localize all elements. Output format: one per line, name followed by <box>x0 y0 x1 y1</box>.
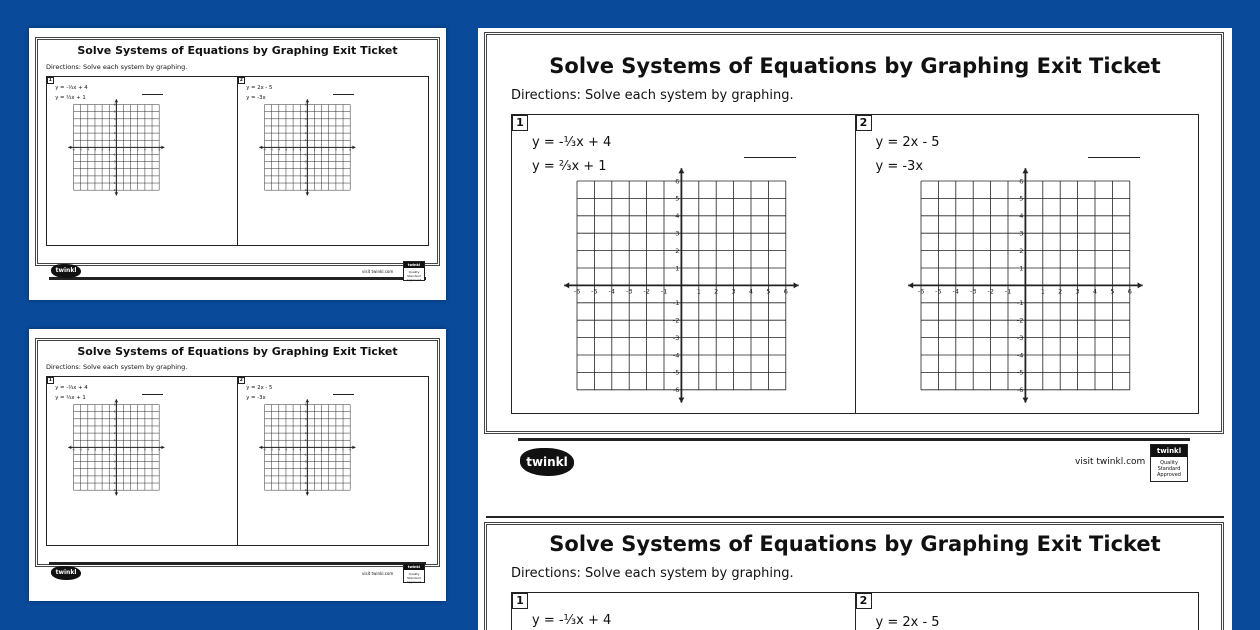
problem-2 <box>855 115 1199 413</box>
equation-2: y = ⅔x + 1 <box>55 395 86 402</box>
y-tick-label: -4 <box>672 351 680 360</box>
x-tick-label: -5 <box>934 287 942 296</box>
x-tick-label: -2 <box>100 448 104 452</box>
x-tick-label: -1 <box>1004 287 1011 296</box>
y-tick-label: -3 <box>112 467 116 471</box>
y-axis-arrow-down <box>678 398 684 403</box>
y-tick-label: 1 <box>1018 264 1023 273</box>
x-tick-label: 2 <box>129 148 132 152</box>
problem-number: 1 <box>48 378 52 383</box>
x-tick-label: 5 <box>342 148 344 152</box>
x-tick-label: -5 <box>79 448 83 452</box>
y-tick-label: -2 <box>303 160 307 164</box>
x-tick-label: -3 <box>93 448 97 452</box>
x-tick-label: -1 <box>107 448 111 452</box>
x-axis-arrow-right <box>352 145 355 149</box>
problem-panels <box>46 76 429 246</box>
y-tick-label: 5 <box>304 410 307 414</box>
y-tick-label: -3 <box>1016 333 1023 342</box>
y-axis-arrow-down <box>115 192 119 195</box>
answer-blank[interactable] <box>142 394 163 395</box>
coordinate-grid[interactable] <box>258 398 357 497</box>
badge-subtitle: Quality Standard Approved <box>406 572 422 584</box>
y-tick-label: -5 <box>672 368 680 377</box>
badge-subtitle: Quality Standard Approved <box>1157 460 1181 478</box>
sheet-directions: Directions: Solve each system by graphing. <box>46 363 188 371</box>
sheet-title: Solve Systems of Equations by Graphing Exit Ticket <box>77 44 398 57</box>
y-tick-label: 6 <box>304 102 307 106</box>
coordinate-grid[interactable] <box>905 165 1146 406</box>
x-tick-label: -2 <box>291 448 295 452</box>
y-tick-label: -2 <box>112 460 116 464</box>
x-tick-label: 6 <box>1127 287 1132 296</box>
x-tick-label: -6 <box>917 287 924 296</box>
y-tick-label: 2 <box>113 131 116 135</box>
x-tick-label: 5 <box>151 148 153 152</box>
x-tick-label: 5 <box>151 448 153 452</box>
twinkl-logo: twinkl <box>51 566 81 580</box>
x-tick-label: 3 <box>136 448 139 452</box>
x-tick-label: 4 <box>335 148 337 152</box>
x-tick-label: 5 <box>342 448 344 452</box>
y-tick-label: 4 <box>1018 212 1023 221</box>
y-tick-label: -5 <box>303 481 307 485</box>
y-axis-arrow-up <box>115 99 119 102</box>
y-tick-label: -1 <box>303 452 307 456</box>
problem-panels <box>511 114 1199 414</box>
y-tick-label: -5 <box>303 181 307 185</box>
x-tick-label: 3 <box>327 448 330 452</box>
x-tick-label: -4 <box>277 448 281 452</box>
y-tick-label: 6 <box>113 102 116 106</box>
visit-link[interactable]: visit twinkl.com <box>1075 457 1146 467</box>
badge-title: twinkl <box>404 564 424 570</box>
thumbnail-sheet-bottom <box>29 329 446 601</box>
answer-blank[interactable] <box>1088 157 1140 158</box>
x-tick-label: 6 <box>349 448 352 452</box>
answer-blank[interactable] <box>142 94 163 95</box>
y-tick-label: 3 <box>1018 229 1023 238</box>
y-tick-label: 3 <box>113 124 116 128</box>
problem-number: 2 <box>856 115 872 131</box>
problem-number: 1 <box>48 78 52 83</box>
sheet-title: Solve Systems of Equations by Graphing Exit Ticket <box>77 345 398 358</box>
y-tick-label: 1 <box>113 138 116 142</box>
x-axis-arrow-right <box>794 282 799 288</box>
x-tick-label: -1 <box>298 448 302 452</box>
x-tick-label: 4 <box>144 448 146 452</box>
x-tick-label: -6 <box>263 148 266 152</box>
next-problem-panels <box>511 592 1199 630</box>
next-sheet-directions: Directions: Solve each system by graphing. <box>511 566 794 581</box>
thumbnail-sheet-top <box>29 28 446 300</box>
quality-badge <box>403 261 425 281</box>
x-axis-arrow-left <box>68 445 71 449</box>
x-tick-label: -2 <box>100 148 104 152</box>
quality-badge <box>403 563 425 583</box>
y-tick-label: 1 <box>304 138 307 142</box>
equation-1: y = 2x - 5 <box>875 135 940 150</box>
visit-link[interactable]: visit twinkl.com <box>362 571 394 576</box>
x-tick-label: -2 <box>291 148 295 152</box>
badge-subtitle: Quality Standard Approved <box>406 270 422 282</box>
coordinate-grid[interactable] <box>67 98 166 197</box>
x-tick-label: -3 <box>969 287 976 296</box>
y-tick-label: 4 <box>113 417 116 421</box>
answer-blank[interactable] <box>744 157 796 158</box>
y-tick-label: 1 <box>113 438 116 442</box>
y-tick-label: -3 <box>303 467 307 471</box>
sheet-directions: Directions: Solve each system by graphing. <box>46 63 188 71</box>
y-tick-label: -2 <box>672 316 680 325</box>
problem-2 <box>237 77 428 245</box>
x-tick-label: -3 <box>93 148 97 152</box>
y-tick-label: -4 <box>112 174 116 178</box>
y-axis-arrow-up <box>678 168 684 173</box>
y-tick-label: -3 <box>303 167 307 171</box>
y-tick-label: 1 <box>675 264 680 273</box>
problem-number: 2 <box>856 593 872 609</box>
y-tick-label: -1 <box>1016 299 1023 308</box>
x-axis-arrow-right <box>1137 282 1142 288</box>
y-tick-label: 2 <box>304 131 307 135</box>
x-tick-label: 5 <box>1109 287 1114 296</box>
x-axis-arrow-left <box>68 145 71 149</box>
next-problem-1 <box>512 593 855 630</box>
equation-1: y = 2x - 5 <box>875 615 940 630</box>
twinkl-logo: twinkl <box>51 264 81 278</box>
x-tick-label: 1 <box>122 448 125 452</box>
x-tick-label: -2 <box>643 287 650 296</box>
problem-number: 1 <box>512 593 528 609</box>
x-tick-label: -4 <box>277 148 281 152</box>
y-tick-label: 4 <box>675 212 680 221</box>
x-tick-label: 2 <box>129 448 132 452</box>
x-tick-label: 2 <box>320 148 323 152</box>
problem-1 <box>47 77 237 245</box>
y-axis-arrow-down <box>306 492 310 495</box>
y-tick-label: -6 <box>303 488 307 492</box>
y-axis-arrow-up <box>1022 168 1028 173</box>
y-tick-label: 6 <box>675 177 680 186</box>
x-axis-arrow-left <box>259 145 262 149</box>
y-axis-arrow-up <box>306 399 310 402</box>
y-tick-label: 2 <box>675 246 680 255</box>
x-tick-label: 1 <box>1040 287 1045 296</box>
equation-1: y = 2x - 5 <box>246 385 273 392</box>
y-tick-label: 3 <box>304 424 307 428</box>
problem-1 <box>47 377 237 545</box>
x-axis-arrow-right <box>352 445 355 449</box>
y-tick-label: 6 <box>1018 177 1023 186</box>
x-tick-label: 2 <box>714 287 719 296</box>
x-tick-label: 4 <box>1092 287 1097 296</box>
equation-2: y = ⅔x + 1 <box>532 159 607 174</box>
x-tick-label: 5 <box>766 287 771 296</box>
x-tick-label: -6 <box>263 448 266 452</box>
x-tick-label: -4 <box>86 148 90 152</box>
y-axis-arrow-up <box>306 99 310 102</box>
equation-2: y = ⅔x + 1 <box>55 95 86 102</box>
problem-panels <box>46 376 429 546</box>
y-tick-label: 5 <box>113 410 116 414</box>
x-tick-label: 6 <box>158 448 161 452</box>
x-tick-label: -3 <box>284 448 288 452</box>
problem-1 <box>512 115 855 413</box>
y-tick-label: 2 <box>304 431 307 435</box>
y-tick-label: -3 <box>112 167 116 171</box>
x-tick-label: -3 <box>284 148 288 152</box>
y-tick-label: 5 <box>304 110 307 114</box>
main-sheet <box>478 28 1232 630</box>
x-tick-label: -1 <box>298 148 302 152</box>
x-axis-arrow-left <box>908 282 913 288</box>
y-axis-arrow-up <box>115 399 119 402</box>
answer-blank[interactable] <box>333 94 354 95</box>
y-tick-label: 4 <box>304 117 307 121</box>
x-axis-arrow-right <box>161 445 164 449</box>
footer-rule <box>518 438 1190 441</box>
y-tick-label: -3 <box>672 333 680 342</box>
x-tick-label: 3 <box>327 148 330 152</box>
x-tick-label: -3 <box>625 287 633 296</box>
y-axis-arrow-down <box>1022 398 1028 403</box>
equation-1: y = -⅓x + 4 <box>532 613 612 628</box>
x-tick-label: 6 <box>158 148 161 152</box>
y-tick-label: -6 <box>672 386 680 395</box>
y-tick-label: -1 <box>112 452 116 456</box>
y-tick-label: -4 <box>303 174 307 178</box>
x-tick-label: -5 <box>270 148 274 152</box>
y-tick-label: 5 <box>113 110 116 114</box>
x-tick-label: -6 <box>573 287 581 296</box>
x-axis-arrow-left <box>564 282 569 288</box>
y-tick-label: 2 <box>1018 246 1023 255</box>
x-tick-label: 2 <box>1057 287 1062 296</box>
x-axis-arrow-right <box>161 145 164 149</box>
x-tick-label: 1 <box>313 448 316 452</box>
x-tick-label: 1 <box>696 287 701 296</box>
x-tick-label: 6 <box>783 287 788 296</box>
x-tick-label: -5 <box>79 148 83 152</box>
x-tick-label: -4 <box>952 287 959 296</box>
visit-link[interactable]: visit twinkl.com <box>362 269 394 274</box>
y-tick-label: 4 <box>113 117 116 121</box>
x-tick-label: -6 <box>72 448 75 452</box>
x-tick-label: 4 <box>144 148 146 152</box>
y-tick-label: -6 <box>112 488 116 492</box>
y-tick-label: 6 <box>304 402 307 406</box>
sheet-directions: Directions: Solve each system by graphing. <box>511 88 794 103</box>
y-tick-label: -1 <box>303 152 307 156</box>
y-tick-label: -1 <box>112 152 116 156</box>
y-tick-label: 3 <box>675 229 680 238</box>
twinkl-logo: twinkl <box>520 448 574 476</box>
equation-2: y = -3x <box>875 159 924 174</box>
y-tick-label: 5 <box>1018 194 1023 203</box>
x-tick-label: -5 <box>270 448 274 452</box>
y-tick-label: -6 <box>303 188 307 192</box>
y-tick-label: 5 <box>675 194 680 203</box>
x-tick-label: 4 <box>335 448 337 452</box>
badge-title: twinkl <box>404 262 424 268</box>
y-tick-label: -2 <box>303 460 307 464</box>
x-tick-label: -1 <box>107 148 111 152</box>
y-tick-label: -6 <box>112 188 116 192</box>
x-axis-arrow-left <box>259 445 262 449</box>
x-tick-label: 6 <box>349 148 352 152</box>
y-tick-label: 3 <box>304 124 307 128</box>
y-tick-label: -5 <box>112 181 116 185</box>
coordinate-grid[interactable] <box>561 165 802 406</box>
problem-number: 2 <box>239 378 243 383</box>
coordinate-grid[interactable] <box>258 98 357 197</box>
y-axis-arrow-down <box>115 492 119 495</box>
x-tick-label: -5 <box>591 287 598 296</box>
badge-title: twinkl <box>1151 445 1187 457</box>
equation-2: y = -3x <box>246 395 266 402</box>
next-problem-2 <box>855 593 1199 630</box>
x-tick-label: 3 <box>1075 287 1080 296</box>
problem-2 <box>237 377 428 545</box>
y-tick-label: 2 <box>113 431 116 435</box>
equation-2: y = -3x <box>246 95 266 102</box>
equation-1: y = 2x - 5 <box>246 85 273 92</box>
sheet-title: Solve Systems of Equations by Graphing Exit Ticket <box>549 54 1161 78</box>
y-tick-label: 3 <box>113 424 116 428</box>
x-tick-label: 2 <box>320 448 323 452</box>
y-tick-label: -5 <box>1016 368 1023 377</box>
footer-rule <box>49 562 426 565</box>
y-tick-label: -2 <box>112 160 116 164</box>
equation-1: y = -⅓x + 4 <box>532 135 612 150</box>
x-tick-label: 1 <box>313 148 316 152</box>
y-tick-label: -2 <box>1016 316 1023 325</box>
y-tick-label: -6 <box>1016 386 1023 395</box>
y-tick-label: -4 <box>303 474 307 478</box>
problem-number: 2 <box>239 78 243 83</box>
y-tick-label: 1 <box>304 438 307 442</box>
x-tick-label: 3 <box>731 287 736 296</box>
y-tick-label: 6 <box>113 402 116 406</box>
y-tick-label: -1 <box>672 299 680 308</box>
x-tick-label: -4 <box>608 287 616 296</box>
x-tick-label: 3 <box>136 148 139 152</box>
coordinate-grid[interactable] <box>67 398 166 497</box>
y-tick-label: -4 <box>112 474 116 478</box>
y-tick-label: -5 <box>112 481 116 485</box>
x-tick-label: 1 <box>122 148 125 152</box>
y-tick-label: -4 <box>1016 351 1023 360</box>
sheet-divider <box>486 516 1224 518</box>
quality-badge <box>1150 444 1188 482</box>
x-tick-label: -6 <box>72 148 75 152</box>
equation-1: y = -⅓x + 4 <box>55 385 88 392</box>
equation-1: y = -⅓x + 4 <box>55 85 88 92</box>
x-tick-label: -1 <box>660 287 668 296</box>
x-tick-label: -4 <box>86 448 90 452</box>
x-tick-label: 4 <box>748 287 754 296</box>
footer-rule <box>49 277 426 280</box>
answer-blank[interactable] <box>333 394 354 395</box>
next-sheet-title: Solve Systems of Equations by Graphing Exit Ticket <box>549 532 1161 556</box>
y-axis-arrow-down <box>306 192 310 195</box>
y-tick-label: 4 <box>304 417 307 421</box>
problem-number: 1 <box>512 115 528 131</box>
x-tick-label: -2 <box>986 287 994 296</box>
